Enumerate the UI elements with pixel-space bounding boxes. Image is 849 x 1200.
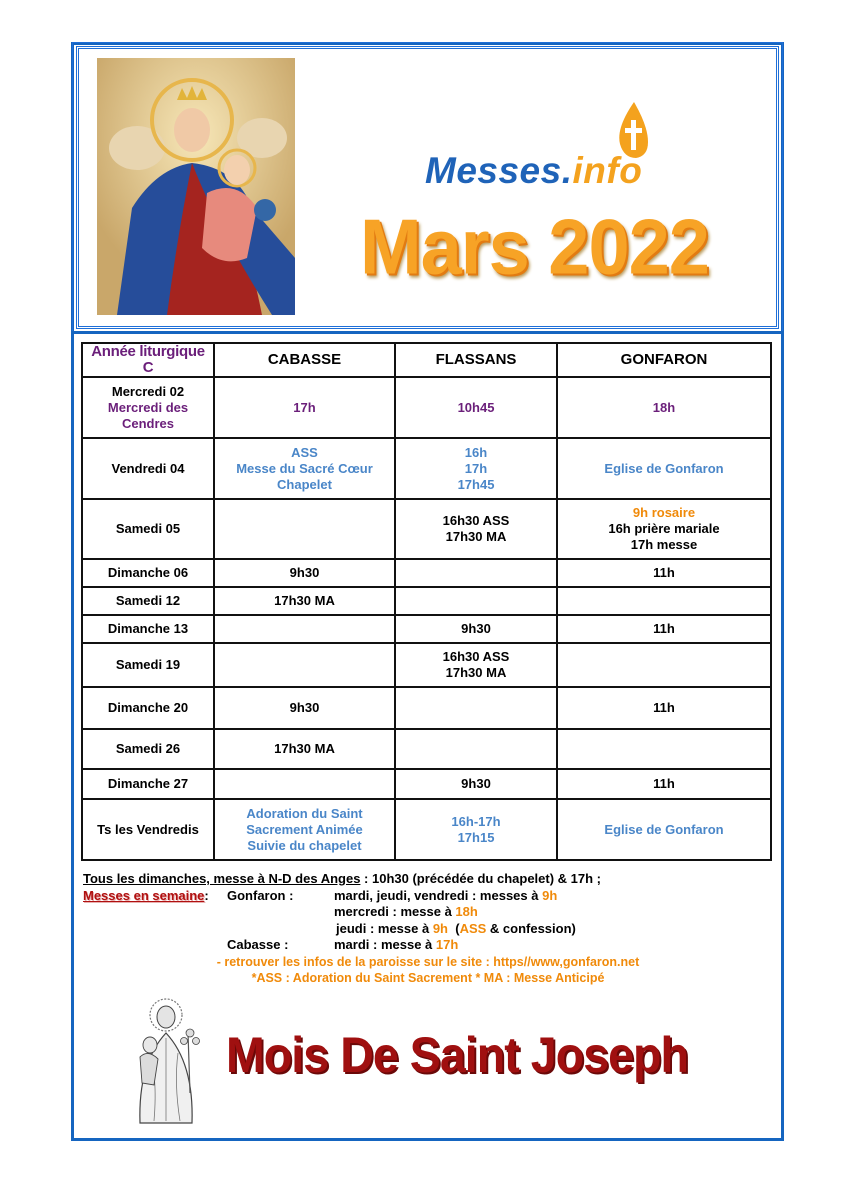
table-header-row — [82, 343, 771, 377]
weekday-label: Messes en semaine — [83, 887, 205, 903]
gonfaron-cell — [557, 729, 771, 769]
cabasse-cell: 9h30 — [214, 687, 395, 729]
cabasse-cell — [214, 615, 395, 643]
flassans-cell — [395, 799, 557, 860]
gonfaron-line-3-time: 9h — [432, 920, 448, 936]
flassans-cell — [395, 643, 557, 687]
table-section-rule — [71, 331, 784, 334]
cell-line: 17h30 MA — [445, 529, 507, 544]
weekday-note-gonfaron-2 — [83, 904, 773, 921]
cell-line: 17h30 MA — [445, 665, 507, 680]
table-row — [82, 559, 771, 587]
cabasse-label: Cabasse : — [227, 937, 289, 952]
table-row — [82, 799, 771, 860]
cabasse-cell — [214, 769, 395, 799]
gonfaron-cell — [557, 499, 771, 559]
table-row — [82, 729, 771, 769]
gonfaron-cell: Eglise de Gonfaron — [557, 799, 771, 860]
cabasse-line-1-time: 17h — [435, 937, 459, 952]
cell-line: 17h messe — [630, 537, 698, 552]
saint-joseph-title: Mois De Saint Joseph — [226, 1027, 689, 1083]
gonfaron-line-2 — [334, 904, 478, 921]
day-line: Cendres — [121, 415, 175, 431]
logo-main-text: Messes. — [425, 150, 573, 191]
flassans-cell: 10h45 — [395, 377, 557, 438]
mass-schedule-table — [81, 342, 772, 861]
sunday-note-text: : 10h30 (précédée du chapelet) & 17h ; — [360, 871, 602, 886]
cell-line: 17h45 — [457, 476, 495, 492]
day-line: Mercredi des — [107, 399, 189, 415]
gonfaron-cell: 11h — [557, 559, 771, 587]
flassans-cell: 9h30 — [395, 615, 557, 643]
abbreviation-legend: *ASS : Adoration du Saint Sacrement * MA : Messe Anticipé — [251, 971, 605, 985]
gonfaron-line-1 — [334, 888, 557, 905]
cabasse-cell: 17h30 MA — [214, 729, 395, 769]
cabasse-cell: 17h — [214, 377, 395, 438]
gonfaron-label: Gonfaron : — [227, 887, 294, 903]
column-header-cabasse: CABASSE — [214, 343, 395, 377]
gonfaron-line-2-text: mercredi : messe à — [334, 904, 456, 919]
cell-line: Sacrement Animée — [246, 821, 363, 837]
month-title: Mars 2022 — [360, 202, 709, 291]
flassans-cell — [395, 687, 557, 729]
weekday-note-gonfaron-1 — [83, 888, 773, 905]
cabasse-cell — [214, 643, 395, 687]
gonfaron-line-3-ass: ASS — [459, 920, 487, 936]
flassans-cell: 9h30 — [395, 769, 557, 799]
column-header-gonfaron: GONFARON — [557, 343, 771, 377]
gonfaron-cell: 18h — [557, 377, 771, 438]
gonfaron-cell: 11h — [557, 615, 771, 643]
flassans-cell — [395, 587, 557, 615]
day-cell: Vendredi 04 — [82, 438, 214, 499]
column-header-flassans: FLASSANS — [395, 343, 557, 377]
virgin-and-child-image — [97, 58, 295, 315]
liturgical-year-label: Année liturgique C — [82, 343, 214, 377]
day-cell: Dimanche 06 — [82, 559, 214, 587]
flassans-cell — [395, 559, 557, 587]
cabasse-cell — [214, 799, 395, 860]
day-cell: Dimanche 27 — [82, 769, 214, 799]
gonfaron-cell — [557, 643, 771, 687]
gonfaron-cell: 11h — [557, 687, 771, 729]
cell-line: 9h rosaire — [632, 505, 696, 520]
cell-line: 16h prière mariale — [608, 521, 720, 536]
cell-line: 17h — [464, 460, 488, 476]
schedule-notes — [83, 871, 773, 987]
weekday-colon: : — [204, 887, 209, 903]
gonfaron-line-1-time: 9h — [542, 887, 558, 903]
flassans-cell — [395, 499, 557, 559]
flassans-cell — [395, 438, 557, 499]
gonfaron-line-2-time: 18h — [455, 904, 478, 919]
cell-line: Adoration du Saint — [246, 805, 363, 821]
cabasse-line-1 — [334, 937, 458, 954]
sunday-note — [83, 871, 773, 888]
cell-line: Messe du Sacré Cœur — [236, 460, 373, 476]
table-row — [82, 687, 771, 729]
day-cell: Samedi 19 — [82, 643, 214, 687]
weekday-note-gonfaron-3 — [83, 921, 773, 938]
gonfaron-line-1-text: mardi, jeudi, vendredi : messes à — [334, 887, 543, 903]
table-row — [82, 377, 771, 438]
cell-line: Suivie du chapelet — [247, 837, 362, 853]
day-line: Mercredi 02 — [111, 383, 185, 399]
day-cell: Dimanche 20 — [82, 687, 214, 729]
sunday-note-label: Tous les dimanches, messe à N-D des Anges — [83, 871, 361, 886]
gonfaron-cell: 11h — [557, 769, 771, 799]
cell-line: 16h30 ASS — [442, 649, 510, 664]
table-row — [82, 438, 771, 499]
day-cell: Ts les Vendredis — [82, 799, 214, 860]
website-note: - retrouver les infos de la paroisse sur le site : https//www,gonfaron.net — [216, 954, 640, 969]
table-row — [82, 643, 771, 687]
day-cell: Samedi 26 — [82, 729, 214, 769]
cabasse-line-1-text: mardi : messe à — [334, 937, 436, 952]
cell-line: 16h — [464, 444, 488, 460]
cell-line: 17h15 — [457, 829, 495, 845]
gonfaron-cell: Eglise de Gonfaron — [557, 438, 771, 499]
day-cell: Samedi 12 — [82, 587, 214, 615]
day-cell — [82, 377, 214, 438]
day-cell: Dimanche 13 — [82, 615, 214, 643]
table-row — [82, 499, 771, 559]
saint-joseph-engraving-image — [118, 993, 214, 1125]
day-cell: Samedi 05 — [82, 499, 214, 559]
gonfaron-line-3-open: ( — [448, 920, 460, 936]
gonfaron-line-3-rest: & confession) — [486, 920, 576, 936]
logo-accent-text: info — [572, 150, 643, 191]
cell-line: 16h30 ASS — [442, 513, 510, 528]
table-row — [82, 615, 771, 643]
cabasse-cell: 17h30 MA — [214, 587, 395, 615]
cabasse-cell — [214, 499, 395, 559]
cell-line: 16h-17h — [451, 813, 501, 829]
gonfaron-line-3-text: jeudi : messe à — [336, 920, 433, 936]
gonfaron-cell — [557, 587, 771, 615]
table-row — [82, 769, 771, 799]
messes-info-logo — [425, 150, 642, 192]
cell-line: Chapelet — [277, 476, 332, 492]
flassans-cell — [395, 729, 557, 769]
weekday-note-cabasse — [83, 937, 773, 954]
cell-line: ASS — [291, 444, 318, 460]
table-row — [82, 587, 771, 615]
cabasse-cell: 9h30 — [214, 559, 395, 587]
cabasse-cell — [214, 438, 395, 499]
gonfaron-line-3 — [336, 921, 576, 938]
